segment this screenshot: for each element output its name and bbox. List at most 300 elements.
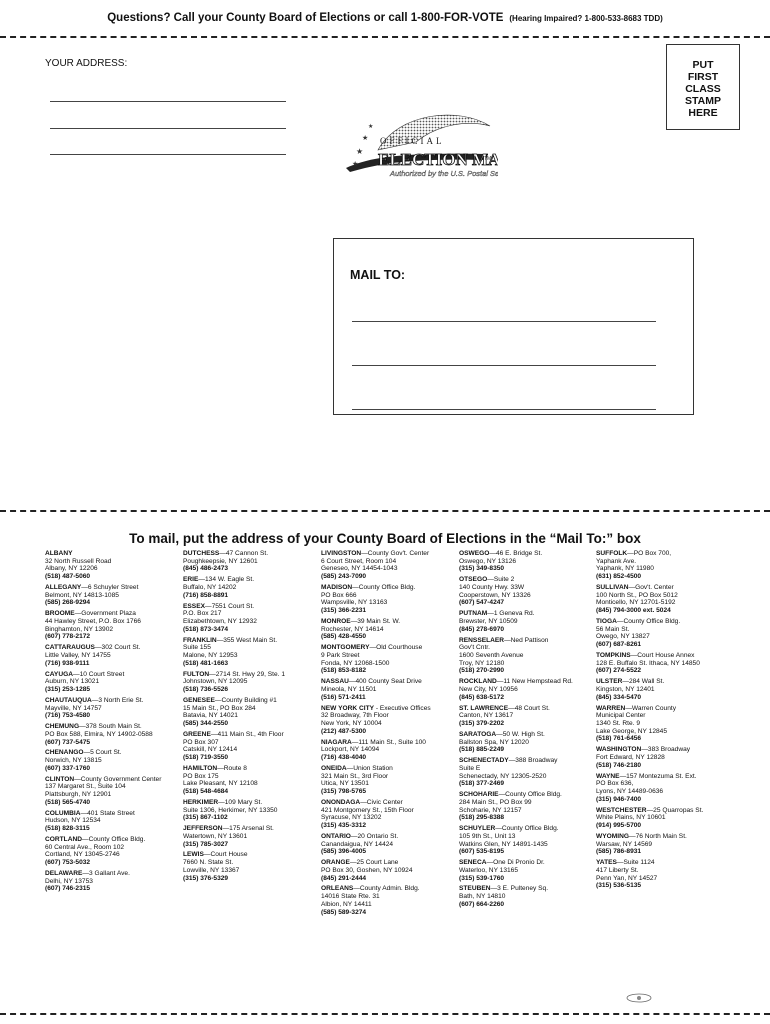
county-name: ESSEX: [183, 602, 205, 610]
county-address-line: 6 Court Street, Room 104: [321, 557, 397, 565]
county-phone: (518) 295-8388: [459, 814, 505, 822]
county-phone: (518) 873-3474: [183, 625, 229, 633]
county-entry: [596, 584, 736, 615]
county-address-line: Kingston, NY 12401: [596, 686, 655, 693]
county-name: GENESEE: [183, 696, 215, 704]
county-entry: [459, 791, 591, 822]
county-office: —109 Mary St.: [218, 798, 263, 806]
county-entry: [321, 833, 453, 856]
county-office: —378 South Main St.: [79, 723, 142, 731]
county-address-line: 321 Main St., 3rd Floor: [321, 772, 389, 780]
mail-to-box: [333, 238, 694, 415]
county-phone: (585) 268-9294: [45, 599, 91, 607]
county-name: OTSEGO: [459, 576, 488, 584]
county-address-line: Elizabethtown, NY 12932: [183, 618, 257, 625]
county-address-line: 105 9th St., Unit 13: [459, 832, 516, 840]
county-entry: [596, 678, 736, 701]
county-address-line: Suite 155: [183, 644, 211, 652]
county-entry: [45, 723, 177, 746]
county-address-line: Geneseo, NY 14454-1043: [321, 565, 398, 573]
county-office: —355 West Main St.: [216, 636, 278, 644]
county-phone: (585) 344-2550: [183, 720, 229, 727]
county-column: [183, 550, 315, 885]
county-name: ORANGE: [321, 859, 350, 867]
county-address-line: Schoharie, NY 12157: [459, 806, 522, 814]
county-office: —County Office Bldg.: [498, 791, 562, 799]
county-phone: (607) 687-8261: [596, 641, 642, 649]
county-name: ALLEGANY: [45, 584, 82, 591]
county-phone: (518) 565-4740: [45, 798, 91, 806]
county-name: TOMPKINS: [596, 652, 631, 659]
county-entry: [596, 618, 736, 649]
county-name: ORLEANS: [321, 885, 354, 893]
county-address-line: Municipal Center: [596, 712, 646, 720]
county-office: —Ned Pattison: [504, 636, 549, 644]
county-address-line: Suite 1306, Herkimer, NY 13350: [183, 806, 278, 814]
county-office: —25 Quarropas St.: [646, 806, 704, 814]
county-address-line: PO Box 30, Goshen, NY 10924: [321, 866, 413, 874]
county-name: CATTARAUGUS: [45, 644, 95, 652]
county-address-line: Monticello, NY 12701-5192: [596, 599, 676, 607]
county-address-line: Lockport, NY 14094: [321, 746, 380, 754]
county-office: —48 Court St.: [508, 704, 550, 712]
union-seal-icon: [626, 990, 652, 1000]
county-address-line: Watertown, NY 13601: [183, 832, 248, 840]
county-address-line: Penn Yan, NY 14527: [596, 874, 658, 882]
county-phone: (607) 337-1760: [45, 764, 91, 772]
county-office: —Court House: [203, 851, 248, 859]
county-office: —7551 Court St.: [205, 602, 255, 610]
county-name: MONTGOMERY: [321, 644, 370, 652]
county-name: ST. LAWRENCE: [459, 704, 509, 712]
county-name: NIAGARA: [321, 738, 352, 746]
county-name: ONEIDA: [321, 764, 347, 772]
county-phone: (585) 786-8931: [596, 848, 642, 856]
county-address-line: 9 Park Street: [321, 652, 360, 659]
county-entry: [596, 833, 736, 856]
county-phone: (315) 376-5329: [183, 874, 229, 882]
county-phone: (845) 334-5470: [596, 693, 642, 701]
county-office: —39 Main St. W.: [350, 618, 401, 625]
county-address-line: Rochester, NY 14614: [321, 625, 384, 633]
county-address-line: Mineola, NY 11501: [321, 686, 377, 693]
county-entry: [459, 859, 591, 882]
county-name: ONTARIO: [321, 832, 351, 840]
county-name: ROCKLAND: [459, 678, 497, 686]
stamp-text-line: STAMP: [685, 95, 721, 107]
county-name: SCHOHARIE: [459, 791, 499, 799]
county-office: —10 Court Street: [72, 670, 125, 678]
county-entry: [459, 825, 591, 856]
county-phone: (585) 243-7090: [321, 573, 367, 581]
county-phone: (607) 778-2172: [45, 633, 91, 641]
county-entry: [321, 859, 453, 882]
county-office: —46 E. Bridge St.: [489, 550, 543, 557]
county-office: —411 Main St., 4th Floor: [210, 730, 284, 738]
county-entry: [45, 749, 177, 772]
county-address-line: Lyons, NY 14489-0636: [596, 788, 664, 795]
stamp-text-line: HERE: [688, 107, 718, 119]
county-address-line: Bath, NY 14810: [459, 893, 506, 901]
county-entry: [596, 652, 736, 675]
county-address-line: White Plains, NY 10601: [596, 814, 666, 822]
county-office: —11 New Hempstead Rd.: [496, 678, 573, 686]
middle-dashed-divider: [0, 510, 770, 512]
mail-to-line: [352, 365, 656, 366]
county-name: WESTCHESTER: [596, 806, 647, 814]
county-address-line: Watkins Glen, NY 14891-1435: [459, 840, 548, 848]
county-office: —400 County Seat Drive: [348, 678, 422, 686]
county-address-line: Batavia, NY 14021: [183, 712, 238, 720]
county-phone: (607) 746-2315: [45, 885, 91, 893]
county-name: SARATOGA: [459, 730, 497, 738]
county-entry: [596, 705, 736, 744]
svg-text:★: ★: [356, 147, 364, 156]
county-name: ONONDAGA: [321, 798, 361, 806]
county-office: —PO Box 700,: [627, 550, 672, 557]
county-office: —One Di Pronio Dr.: [486, 859, 545, 867]
county-phone: (607) 547-4247: [459, 599, 505, 607]
county-entry: [183, 603, 315, 634]
county-name: HAMILTON: [183, 764, 218, 772]
county-name: CAYUGA: [45, 670, 73, 678]
county-entry: [459, 731, 591, 754]
county-office: —Government Plaza: [74, 610, 136, 618]
county-office: —Warren County: [625, 704, 677, 712]
county-office: —302 Court St.: [94, 644, 141, 652]
county-address-line: Warsaw, NY 14569: [596, 840, 653, 848]
county-entry: [45, 810, 177, 833]
top-dashed-divider: [0, 36, 770, 38]
county-name: OSWEGO: [459, 550, 490, 557]
county-office: —47 Cannon St.: [219, 550, 269, 557]
county-office: —County Office Bldg.: [495, 825, 559, 833]
county-address-line: PO Box 307: [183, 738, 219, 746]
county-phone: (845) 794-3000 ext. 5024: [596, 607, 671, 615]
county-office: —1 Geneva Rd.: [487, 610, 535, 618]
county-address-line: Yaphank, NY 11980: [596, 565, 654, 573]
stamp-text-line: CLASS: [685, 83, 721, 95]
county-phone: (607) 664-2260: [459, 900, 505, 908]
county-phone: (607) 737-5475: [45, 738, 91, 746]
county-phone: (518) 761-6456: [596, 735, 642, 743]
county-entry: [183, 799, 315, 822]
county-entry: [45, 610, 177, 641]
county-office: —County Office Bldg.: [616, 618, 681, 625]
county-entry: [596, 550, 736, 581]
return-address-line: [50, 154, 286, 155]
logo-top-text: OFFICIAL: [380, 136, 445, 146]
county-office: —20 Ontario St.: [350, 832, 399, 840]
county-address-line: Malone, NY 12953: [183, 652, 238, 659]
county-entry: [459, 757, 591, 788]
county-address-line: 128 E. Buffalo St. Ithaca, NY 14850: [596, 659, 700, 667]
county-office: —2714 St. Hwy 29, Ste. 1: [209, 670, 286, 678]
county-name: MADISON: [321, 584, 353, 591]
section-title: To mail, put the address of your County Board of Elections in the “Mail To:” box: [129, 531, 641, 546]
county-address-line: 7660 N. State St.: [183, 859, 234, 867]
county-phone: (585) 589-3274: [321, 908, 367, 916]
county-name: RENSSELAER: [459, 636, 505, 644]
county-name: FRANKLIN: [183, 636, 217, 644]
county-name: SUFFOLK: [596, 550, 628, 557]
county-office: —Court House Annex: [630, 652, 695, 659]
county-office: —111 Main St., Suite 100: [351, 738, 426, 746]
county-address-line: Canandaigua, NY 14424: [321, 840, 394, 848]
county-address-line: 60 Central Ave., Room 102: [45, 843, 125, 851]
county-address-line: Waterloo, NY 13165: [459, 866, 519, 874]
county-address-line: Fort Edward, NY 12828: [596, 754, 665, 761]
county-office: —134 W. Eagle St.: [198, 576, 255, 584]
county-address-line: Little Valley, NY 14755: [45, 652, 111, 659]
logo-sub-text: Authorized by the U.S. Postal S: [390, 169, 496, 178]
county-address-line: Canton, NY 13617: [459, 712, 514, 720]
county-name: WARREN: [596, 704, 626, 712]
your-address-label: YOUR ADDRESS:: [45, 58, 128, 69]
county-name: MONROE: [321, 618, 351, 625]
county-column: [45, 550, 177, 896]
county-office: —50 W. High St.: [496, 730, 545, 738]
county-entry: [596, 859, 736, 890]
county-name: ERIE: [183, 576, 199, 584]
mail-to-line: [352, 321, 656, 322]
county-address-line: 421 Montgomery St., 15th Floor: [321, 806, 414, 814]
county-name: JEFFERSON: [183, 825, 223, 833]
county-address-line: 100 North St., PO Box 5012: [596, 591, 678, 599]
county-phone: (315) 349-8350: [459, 565, 505, 573]
county-address-line: Belmont, NY 14813-1085: [45, 591, 119, 599]
county-entry: [45, 776, 177, 807]
county-office: —Suite 1124: [616, 859, 655, 867]
county-address-line: 56 Main St.: [596, 625, 630, 633]
county-name: SENECA: [459, 859, 487, 867]
county-phone: (716) 858-8891: [183, 591, 229, 599]
county-name: YATES: [596, 859, 617, 867]
county-address-line: 44 Hawley Street, P.O. Box 1766: [45, 618, 141, 625]
county-phone: (607) 535-8195: [459, 848, 505, 856]
county-office: —Suite 2: [487, 576, 515, 584]
county-entry: [183, 576, 315, 599]
county-phone: (845) 278-6970: [459, 625, 505, 633]
county-address-line: 137 Margaret St., Suite 104: [45, 783, 126, 791]
county-name: DUTCHESS: [183, 550, 220, 557]
county-phone: (716) 438-4040: [321, 754, 367, 761]
mail-to-label: MAIL TO:: [350, 268, 406, 282]
county-office: —County Admin. Bldg.: [353, 885, 420, 893]
county-address-line: Brewster, NY 10509: [459, 618, 518, 625]
county-address-line: Wampsville, NY 13163: [321, 599, 388, 607]
county-entry: [321, 618, 453, 641]
county-phone: (585) 428-4550: [321, 633, 367, 641]
county-entry: [183, 851, 315, 882]
county-name: FULTON: [183, 670, 210, 678]
county-phone: (716) 938-9111: [45, 659, 90, 667]
logo-tm: TM: [484, 156, 492, 162]
county-address-line: Auburn, NY 13021: [45, 678, 100, 686]
county-address-line: New York, NY 10004: [321, 720, 382, 727]
county-entry: [459, 705, 591, 728]
county-address-line: Mayville, NY 14757: [45, 704, 102, 712]
mail-to-line: [352, 409, 656, 410]
county-address-line: Catskill, NY 12414: [183, 746, 238, 754]
county-phone: (716) 753-4580: [45, 712, 91, 720]
county-address-line: Lake George, NY 12845: [596, 727, 667, 735]
county-address-line: Suite E: [459, 764, 481, 772]
county-column: [321, 550, 453, 919]
county-address-line: PO Box 666: [321, 591, 357, 599]
county-name: CORTLAND: [45, 836, 82, 844]
return-address-line: [50, 101, 286, 102]
county-entry: [183, 697, 315, 728]
county-phone: (518) 746-2180: [596, 761, 642, 769]
county-entry: [183, 731, 315, 762]
county-name: DELAWARE: [45, 870, 83, 878]
county-phone: (631) 852-4500: [596, 573, 642, 581]
county-phone: (315) 867-1102: [183, 814, 228, 822]
county-office: —388 Broadway: [508, 757, 558, 765]
county-address-line: 417 Liberty St.: [596, 866, 639, 874]
county-name: STEUBEN: [459, 885, 491, 893]
county-phone: (315) 379-2202: [459, 720, 505, 727]
county-address-line: PO Box 636,: [596, 780, 634, 788]
county-phone: (585) 396-4005: [321, 848, 367, 856]
county-name: ALBANY: [45, 550, 73, 557]
county-entry: [183, 825, 315, 848]
county-address-line: Gov't Cntr.: [459, 644, 490, 652]
county-address-line: Yaphank Ave.: [596, 557, 637, 565]
county-phone: (607) 274-5522: [596, 667, 642, 675]
county-address-line: 1600 Seventh Avenue: [459, 652, 524, 659]
county-entry: [45, 550, 177, 581]
county-name: WASHINGTON: [596, 746, 642, 754]
stamp-text-line: FIRST: [687, 71, 719, 83]
county-entry: [183, 637, 315, 668]
county-office: —Route 8: [217, 764, 247, 772]
county-name: CLINTON: [45, 775, 75, 783]
county-address-line: Ballston Spa, NY 12020: [459, 738, 529, 746]
county-address-line: Binghamton, NY 13902: [45, 625, 114, 633]
county-phone: (518) 853-8182: [321, 667, 367, 675]
county-name: TIOGA: [596, 618, 617, 625]
county-name: SULLIVAN: [596, 584, 629, 591]
county-phone: (518) 481-1663: [183, 659, 229, 667]
county-column: [459, 550, 591, 912]
county-name: SCHENECTADY: [459, 757, 509, 765]
county-office: —175 Arsenal St.: [222, 825, 274, 833]
county-name: CHENANGO: [45, 749, 84, 757]
county-address-line: New City, NY 10956: [459, 686, 518, 693]
county-office: —157 Montezuma St. Ext.: [619, 772, 697, 780]
county-entry: [459, 610, 591, 633]
stamp-text-line: PUT: [692, 59, 714, 71]
county-entry: [321, 885, 453, 916]
county-phone: (212) 487-5300: [321, 727, 367, 735]
county-phone: (315) 946-7400: [596, 795, 642, 803]
county-office: —3 Gallant Ave.: [82, 870, 130, 878]
county-address-line: Norwich, NY 13815: [45, 757, 102, 765]
county-phone: (518) 885-2249: [459, 746, 505, 754]
county-column: [596, 550, 736, 893]
county-address-line: Oswego, NY 13126: [459, 557, 517, 565]
county-address-line: Cortland, NY 13045-2746: [45, 851, 120, 859]
county-entry: [183, 671, 315, 694]
county-address-line: Buffalo, NY 14202: [183, 584, 237, 591]
county-address-line: Schenectady, NY 12305-2520: [459, 772, 547, 780]
county-entry: [459, 576, 591, 607]
county-phone: (518) 828-3115: [45, 825, 90, 833]
county-address-line: Poughkeepsie, NY 12601: [183, 557, 258, 565]
county-address-line: 15 Main St., PO Box 284: [183, 704, 256, 712]
county-entry: [459, 637, 591, 676]
county-entry: [45, 584, 177, 607]
county-entry: [321, 739, 453, 762]
election-mail-logo: [338, 108, 498, 188]
county-entry: [596, 746, 736, 769]
county-office: —Old Courthouse: [369, 644, 423, 652]
county-phone: (315) 785-3027: [183, 840, 229, 848]
county-address-line: Albany, NY 12206: [45, 565, 98, 573]
county-office: —5 Court St.: [83, 749, 122, 757]
county-office: —County Office Bldg.: [82, 836, 146, 844]
county-entry: [321, 705, 453, 736]
county-office: - Executive Offices: [374, 704, 431, 712]
county-entry: [183, 550, 315, 573]
county-address-line: Lowville, NY 13367: [183, 866, 240, 874]
county-name: HERKIMER: [183, 798, 219, 806]
county-office: —County Building #1: [214, 696, 277, 704]
county-office: —Civic Center: [360, 798, 403, 806]
county-address-line: Cooperstown, NY 13326: [459, 591, 531, 599]
county-entry: [321, 678, 453, 701]
county-office: —County Gov't. Center: [361, 550, 430, 557]
county-address-line: 1340 St. Rte. 9: [596, 720, 640, 727]
county-name: COLUMBIA: [45, 809, 81, 817]
county-name: SCHUYLER: [459, 825, 496, 833]
svg-text:★: ★: [352, 160, 359, 168]
county-address-line: Plattsburgh, NY 12901: [45, 791, 112, 799]
return-address-line: [50, 128, 286, 129]
county-phone: (845) 638-5172: [459, 693, 505, 701]
svg-text:★: ★: [368, 123, 374, 130]
county-name: GREENE: [183, 730, 211, 738]
county-office: —County Government Center: [74, 775, 162, 783]
header-tdd: (Hearing Impaired? 1-800-533-8683 TDD): [509, 14, 663, 23]
county-address-line: Owego, NY 13827: [596, 633, 650, 641]
county-address-line: PO Box 175: [183, 772, 219, 780]
county-office: —Union Station: [346, 764, 393, 772]
county-address-line: 32 North Russell Road: [45, 557, 112, 565]
county-address-line: Johnstown, NY 12095: [183, 678, 248, 686]
county-entry: [459, 885, 591, 908]
county-name: ULSTER: [596, 678, 623, 686]
county-entry: [459, 678, 591, 701]
county-address-line: 284 Main St., PO Box 99: [459, 798, 532, 806]
county-phone: (518) 719-3550: [183, 754, 229, 761]
county-phone: (607) 753-5032: [45, 859, 91, 867]
county-phone: (518) 270-2990: [459, 667, 505, 675]
county-office: —3 E. Pulteney Sq.: [490, 885, 549, 893]
county-entry: [45, 671, 177, 694]
county-phone: (845) 291-2444: [321, 874, 367, 882]
county-entry: [321, 550, 453, 581]
county-name: CHAUTAUQUA: [45, 696, 92, 704]
county-name: PUTNAM: [459, 610, 488, 618]
county-office: —284 Wall St.: [622, 678, 665, 686]
county-address-line: PO Box 588, Elmira, NY 14902-0588: [45, 730, 153, 738]
county-entry: [45, 644, 177, 667]
county-phone: (315) 253-1285: [45, 686, 91, 693]
county-entry: [321, 644, 453, 675]
